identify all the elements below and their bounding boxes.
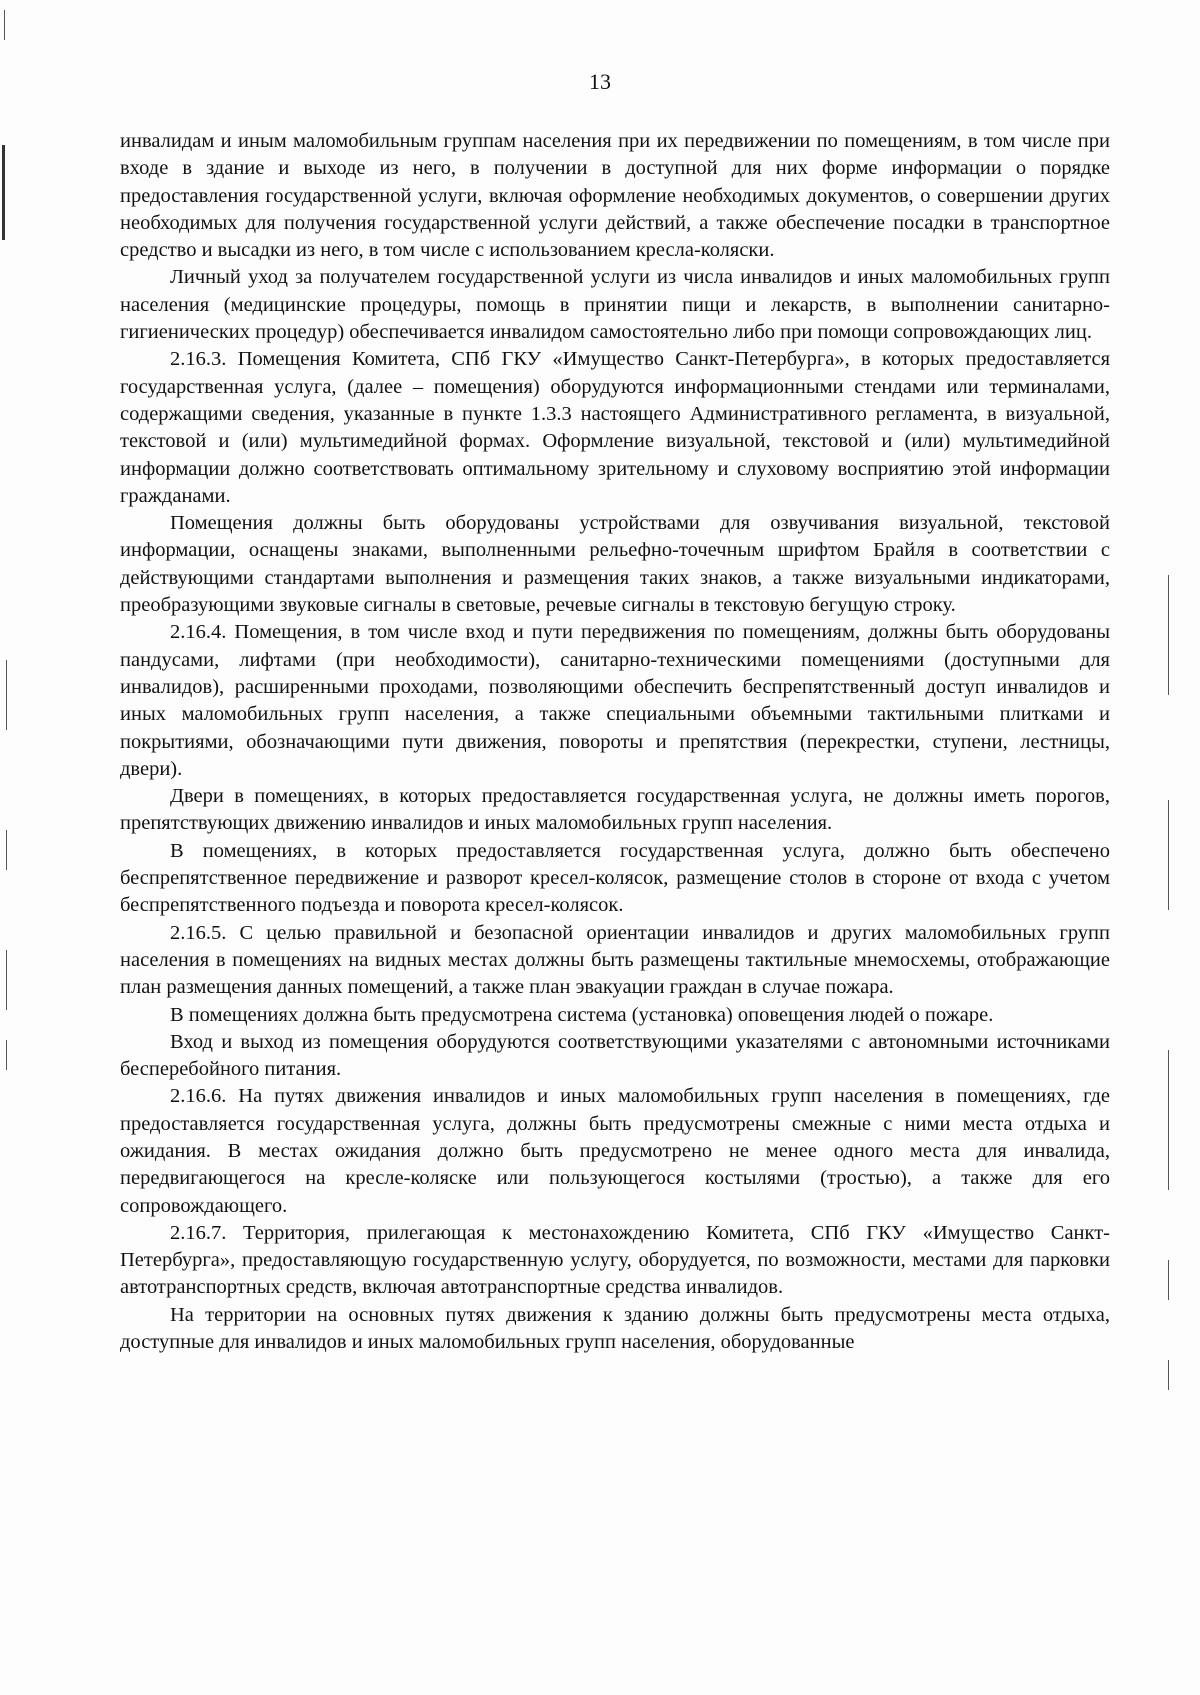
paragraph-wheelchair-movement: В помещениях, в которых предоставляется государственная услуга, должно быть обеспечено беспрепятственное передвижение и разворот кресел-колясок, размещение столов в стороне от входа с учетом беспрепятственного подъезда и поворота кресел-колясок. [120,839,1110,917]
paragraph-2-16-7: 2.16.7. Территория, прилегающая к местонахождению Комитета, СПб ГКУ «Имущество Санкт-Петербурга», предоставляющую государственную услугу, оборудуется, по возможности, местами для парковки автотранспортных средств, включая автотранспортные средства инвалидов. [120,1221,1110,1299]
scan-artifact [1168,800,1169,910]
scan-artifact [1168,1260,1169,1300]
paragraph-fire-alarm: В помещениях должна быть предусмотрена система (установка) оповещения людей о пожаре. [170,1003,994,1026]
paragraph-2-16-5: 2.16.5. С целью правильной и безопасной ориентации инвалидов и других маломобильных групп населения в помещениях на видных местах должны быть размещены тактильные мнемосхемы, отображающие план размещения данных помещений, а также план эвакуации граждан в случае пожара. [120,921,1110,999]
paragraph-2-16-6: 2.16.6. На путях движения инвалидов и иных маломобильных групп населения в помещениях, где предоставляется государственная услуга, должны быть предусмотрены смежные с ними места отдыха и ожидания. В местах ожидания должно быть предусмотрено не менее одного места для инвалида, передвигающегося на кресле-коляске или пользующегося костылями (тростью), а также для его сопровождающего. [120,1085,1110,1217]
scan-artifact [6,830,7,870]
paragraph-2-16-4: 2.16.4. Помещения, в том числе вход и пути передвижения по помещениям, должны быть оборудованы пандусами, лифтами (при необходимости), санитарно-техническими помещениями (доступными для инвалидов), расширенными проходами, позволяющими обеспечить беспрепятственный доступ инвалидов и иных маломобильных групп населения, а также специальными объемными тактильными плитками и покрытиями, обозначающими пути движения, повороты и препятствия (перекрестки, ступени, лестницы, двери). [120,621,1110,780]
paragraph-continuation: инвалидам и иным маломобильным группам населения при их передвижении по помещениям, в том числе при входе в здание и выходе из него, в получении в доступной для них форме информации о порядке предоставления государственной услуги, включая оформление необходимых документов, о совершении других необходимых для получения государственной услуги действий, а также обеспечение посадки в транспортное средство и высадки из него, в том числе с использованием кресла-коляски. [120,130,1110,262]
scan-artifact [6,660,7,730]
scan-artifact [6,950,7,1010]
paragraph-2-16-3: 2.16.3. Помещения Комитета, СПб ГКУ «Имущество Санкт-Петербурга», в которых предоставляется государственная услуга, (далее – помещения) оборудуются информационными стендами или терминалами, содержащими сведения, указанные в пункте 1.3.3 настоящего Административного регламента, в визуальной, текстовой и (или) мультимедийной формах. Оформление визуальной, текстовой и (или) мультимедийной информации должно соответствовать оптимальному зрительному и слуховому восприятию этой информации гражданами. [120,348,1110,507]
scan-artifact [6,1040,7,1070]
scan-artifact [1168,1050,1169,1190]
document-body [120,128,1110,1356]
scan-artifact [4,10,5,40]
paragraph-personal-care: Личный уход за получателем государственной услуги из числа инвалидов и иных маломобильных групп населения (медицинские процедуры, помощь в принятии пищи и лекарств, в выполнении санитарно-гигиенических процедур) обеспечивается инвалидом самостоятельно либо при помощи сопровождающих лиц. [120,266,1110,344]
paragraph-exit-signs: Вход и выход из помещения оборудуются соответствующими указателями с автономными источниками бесперебойного питания. [120,1030,1110,1081]
scan-artifact [1168,1360,1169,1390]
page-number: 13 [589,69,611,94]
paragraph-rest-places: На территории на основных путях движения к зданию должны быть предусмотрены места отдыха, доступные для инвалидов и иных маломобильных групп населения, оборудованные [120,1303,1110,1354]
scan-artifact [2,145,5,240]
paragraph-doors: Двери в помещениях, в которых предоставляется государственная услуга, не должны иметь порогов, препятствующих движению инвалидов и иных маломобильных групп населения. [120,785,1110,835]
paragraph-sound-devices: Помещения должны быть оборудованы устройствами для озвучивания визуальной, текстовой информации, оснащены знаками, выполненными рельефно-точечным шрифтом Брайля в соответствии с действующими стандартами выполнения и размещения таких знаков, а также визуальными индикаторами, преобразующими звуковые сигналы в световые, речевые сигналы в текстовую бегущую строку. [120,512,1110,617]
scan-artifact [1168,575,1169,695]
